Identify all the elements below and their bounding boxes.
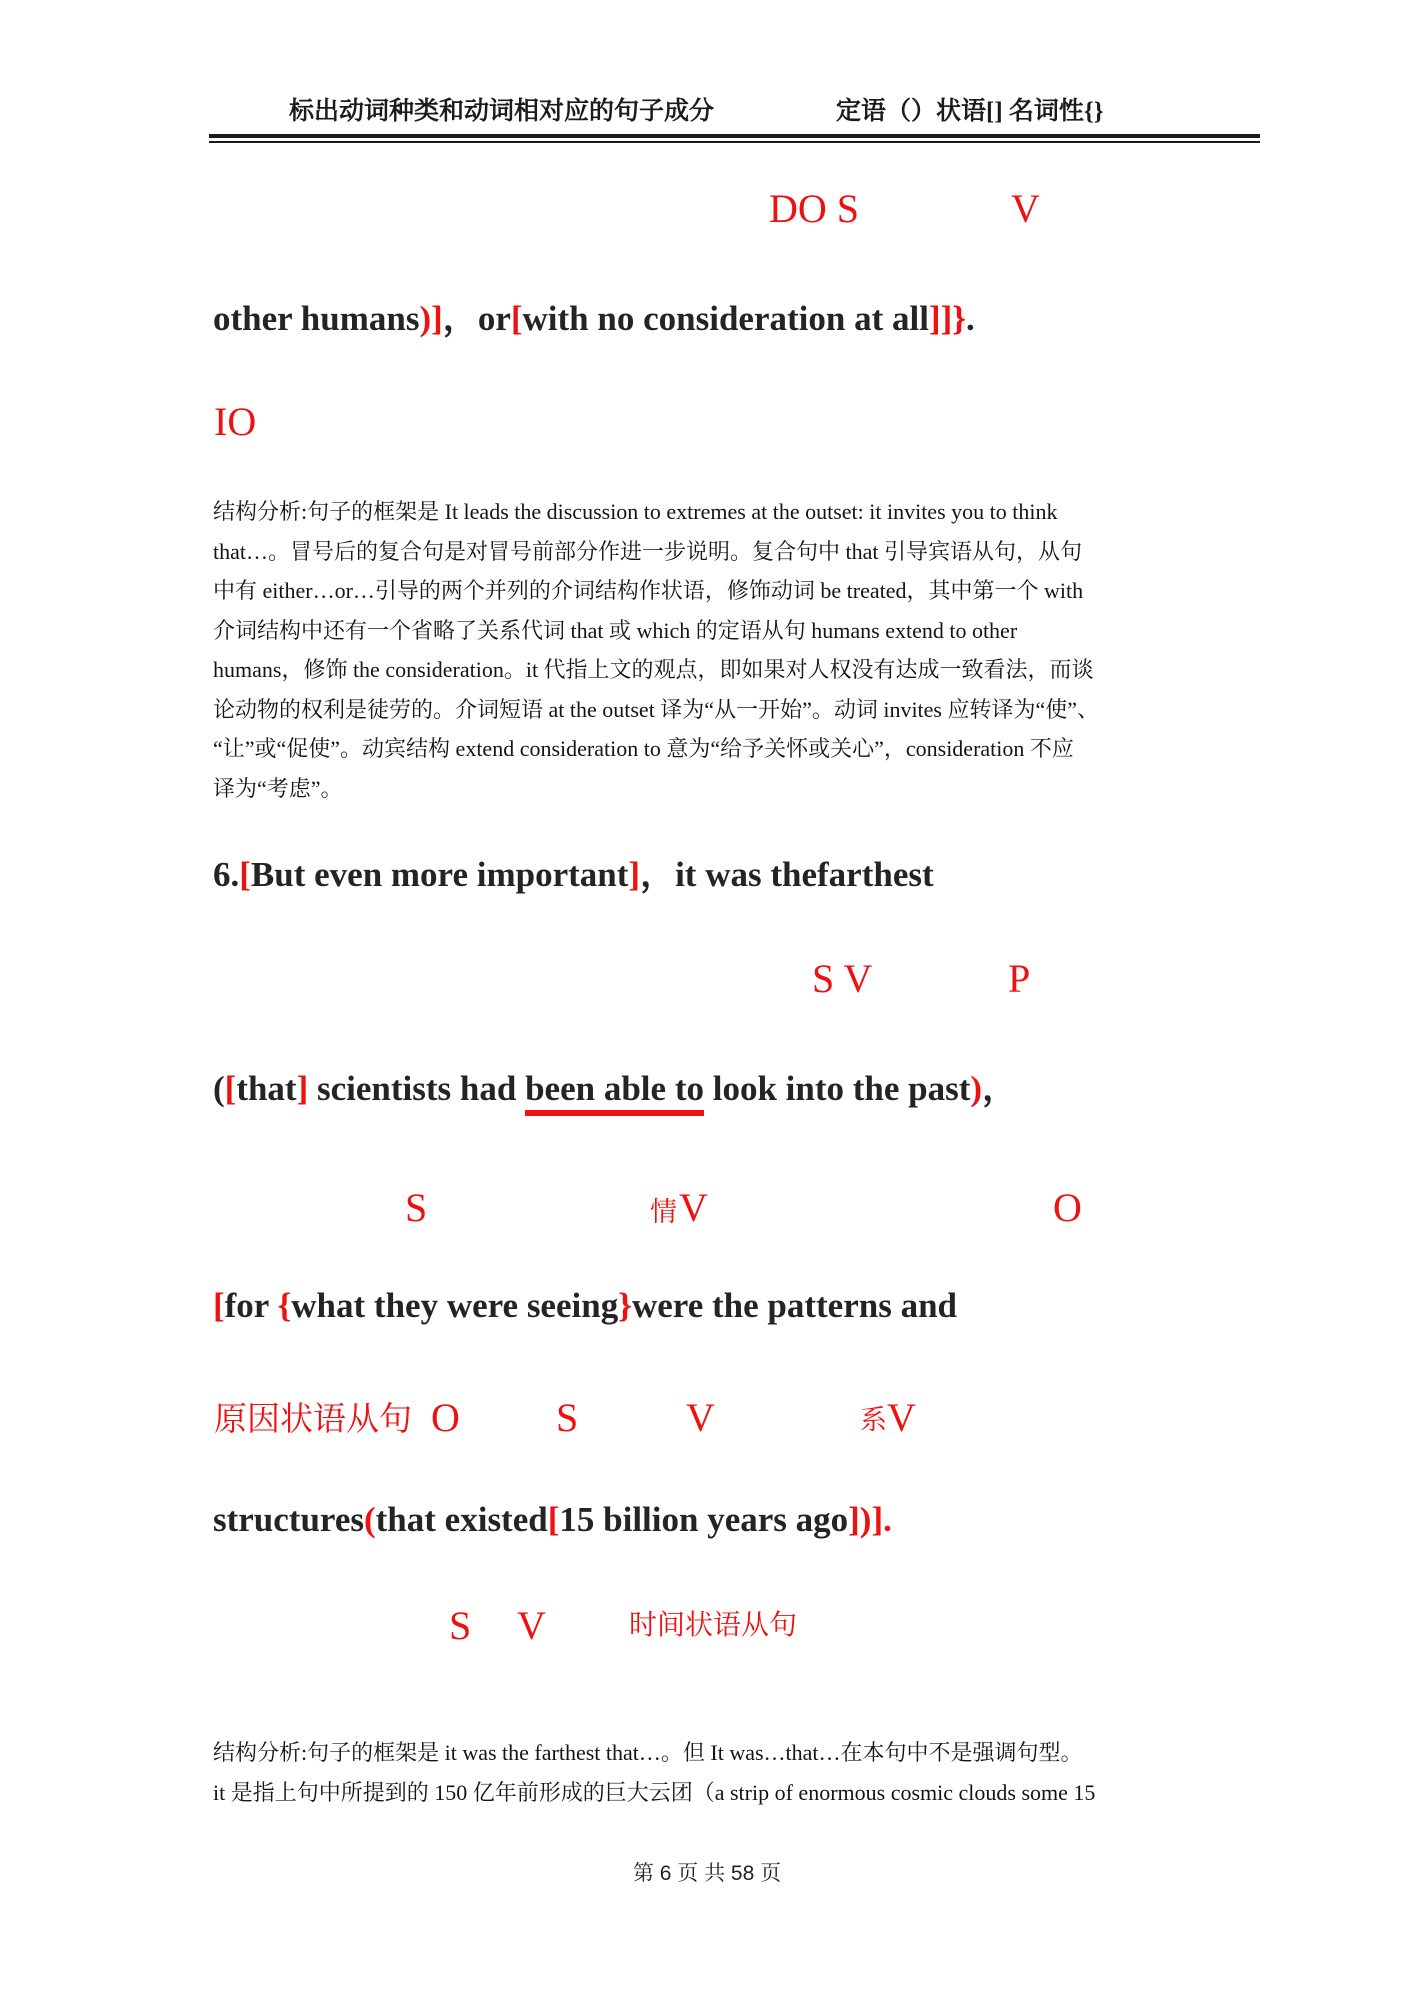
analysis-line: 论动物的权利是徒劳的。介词短语 at the outset 译为“从一开始”。动词 invites 应转译为“使”、	[213, 696, 1100, 722]
sentence-for-what	[213, 1286, 957, 1326]
text-segment: [	[239, 855, 251, 894]
annotation-o: O	[431, 1395, 460, 1440]
text-segment: other humans	[213, 299, 420, 338]
text-segment: or	[477, 299, 511, 338]
text-segment: ，	[442, 299, 478, 338]
annotation-v: V	[1011, 186, 1040, 231]
annotation-v: V	[517, 1603, 546, 1648]
text-segment: 6.	[213, 855, 240, 894]
analysis-line: that…。冒号后的复合句是对冒号前部分作进一步说明。复合句中 that 引导宾语从句，从句	[213, 538, 1082, 564]
annotation-io: IO	[214, 399, 257, 444]
annotation-time-clause: 时间状语从句	[629, 1610, 798, 1641]
text-segment: structures	[213, 1500, 364, 1539]
text-segment: for	[224, 1286, 278, 1325]
analysis-line: humans，修饰 the consideration。it 代指上文的观点，即如果对人权没有达成一致看法，而谈	[213, 657, 1094, 682]
text-segment: ])]	[848, 1500, 884, 1539]
text-segment: were the patterns and	[632, 1286, 958, 1325]
text-segment: [	[547, 1500, 560, 1539]
analysis-line: 介词结构中还有一个省略了关系代词 that 或 which 的定语从句 humans extend to other	[213, 617, 1018, 643]
text-segment: ]]}	[928, 299, 967, 338]
sentence-other-humans	[213, 299, 975, 339]
annotation-xi: 系	[860, 1405, 887, 1435]
text-segment: with no consideration at all	[522, 299, 929, 338]
annotation-o: O	[1053, 1185, 1082, 1230]
analysis-line: 中有 either…or…引导的两个并列的介词结构作状语，修饰动词 be treated，其中第一个 with	[213, 578, 1084, 603]
annotation-s: S	[556, 1395, 579, 1440]
analysis-line: it 是指上句中所提到的 150 亿年前形成的巨大云团（a strip of enormous cosmic clouds some 15	[213, 1779, 1096, 1805]
text-segment: }	[618, 1286, 632, 1325]
annotation-v: V	[679, 1185, 708, 1230]
text-segment: that existed	[375, 1500, 548, 1539]
analysis-line: 结构分析:句子的框架是 it was the farthest that…。但 It was…that…在本句中不是强调句型。	[213, 1740, 1083, 1765]
text-segment: 15 billion years ago	[559, 1500, 849, 1539]
text-segment: [	[510, 299, 523, 338]
text-segment: ]	[628, 855, 641, 894]
header-left-title: 标出动词种类和动词相对应的句子成分	[289, 98, 715, 125]
text-segment: {	[277, 1286, 292, 1325]
annotation-do-s: DO S	[769, 186, 860, 231]
annotation-s: S	[405, 1185, 428, 1230]
header-right-legend: 定语（）状语[] 名词性{}	[836, 98, 1104, 125]
annotation-qing: 情	[650, 1197, 677, 1227]
text-segment: But even more important	[250, 855, 629, 894]
text-segment: it was thefarthest	[675, 855, 934, 894]
annotation-cause-clause: 原因状语从句	[214, 1402, 412, 1438]
text-segment: )	[970, 1069, 983, 1108]
annotation-v: V	[686, 1395, 715, 1440]
text-segment: what they were seeing	[291, 1286, 619, 1325]
sentence-structures	[213, 1500, 892, 1540]
annotation-s-v: S V	[812, 956, 873, 1001]
text-segment: (	[213, 1069, 225, 1108]
analysis-line: 译为“考虑”。	[213, 775, 343, 801]
header-rule	[209, 134, 1260, 143]
text-segment: ，	[982, 1069, 1018, 1108]
text-segment: .	[883, 1500, 892, 1539]
analysis-line: “让”或“促使”。动宾结构 extend consideration to 意为“给予关怀或关心”，consideration 不应	[213, 736, 1074, 761]
page-footer: 第 6 页 共 58 页	[632, 1862, 782, 1885]
text-segment: scientists had	[308, 1069, 526, 1108]
analysis-paragraph-2	[213, 1733, 1209, 1812]
text-segment: ]	[296, 1069, 309, 1108]
analysis-line: 结构分析:句子的框架是 It leads the discussion to extremes at the outset: it invites you to think	[213, 499, 1058, 524]
text-segment: .	[966, 299, 975, 338]
text-segment: been able to	[525, 1069, 704, 1116]
sentence-that-scientists	[213, 1069, 1017, 1109]
text-segment: that	[236, 1069, 297, 1108]
text-segment: [	[213, 1286, 225, 1325]
text-segment: [	[224, 1069, 237, 1108]
annotation-s: S	[449, 1603, 472, 1648]
text-segment: look into the past	[703, 1069, 971, 1108]
sentence-heading-6	[213, 855, 934, 895]
annotation-p: P	[1008, 956, 1031, 1001]
annotation-v: V	[887, 1395, 916, 1440]
text-segment: ，	[640, 855, 676, 894]
text-segment: (	[364, 1500, 376, 1539]
text-segment: )]	[419, 299, 443, 338]
analysis-paragraph-1	[213, 492, 1209, 808]
